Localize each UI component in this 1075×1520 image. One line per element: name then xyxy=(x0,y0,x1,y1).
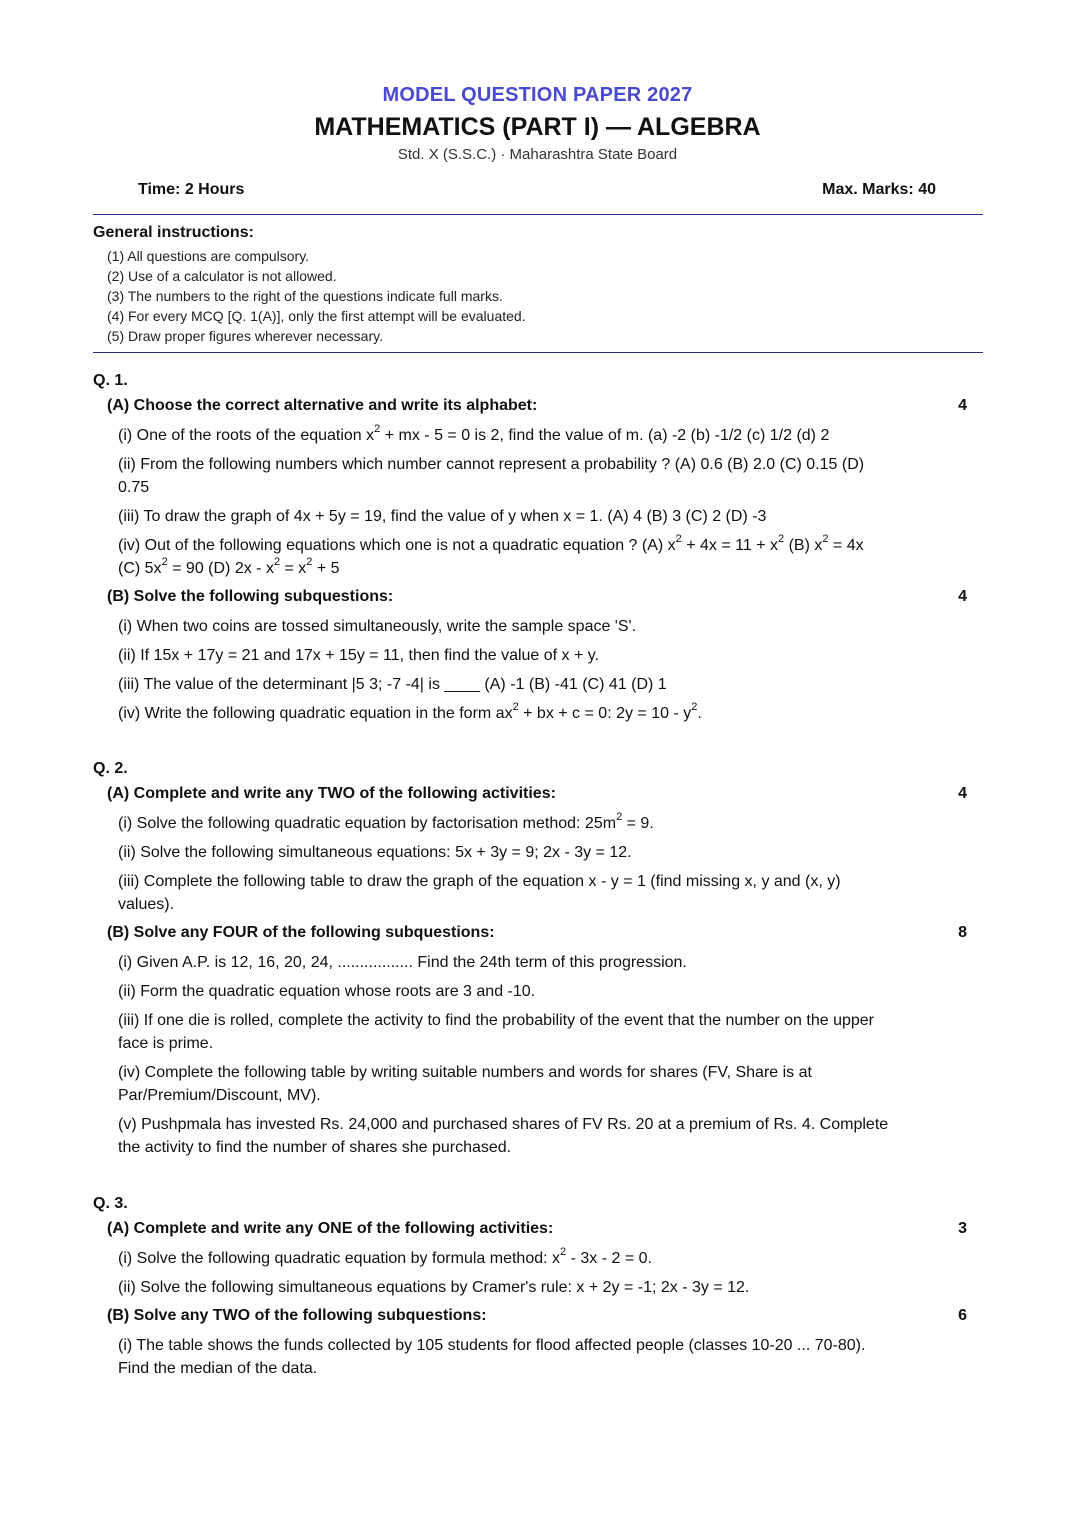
question-item: (i) Given A.P. is 12, 16, 20, 24, ................. Find the 24th term of this progression. xyxy=(118,954,687,971)
question-item: (iv) Write the following quadratic equation in the form $ax^2$ + bx + c = 0: $2y = 10 - y^2$. xyxy=(118,700,702,722)
instructions-heading: General instructions: xyxy=(93,224,254,241)
time-label: Time: 2 Hours xyxy=(138,181,245,198)
question-item: (ii) If 15x + 17y = 21 and 17x + 15y = 11, then find the value of x + y. xyxy=(118,647,600,664)
instruction-item: (3) The numbers to the right of the questions indicate full marks. xyxy=(107,288,503,304)
subquestion-1b xyxy=(93,586,975,725)
subquestion-3b xyxy=(93,1305,975,1380)
subquestion-heading xyxy=(107,586,975,608)
subquestion-title: (B) Solve any TWO of the following subquestions: xyxy=(107,1307,487,1324)
question-item: (iii) Complete the following table to draw the graph of the equation x - y = 1 (find missing x, y and (x, y) values). xyxy=(118,873,841,913)
subquestion-2a xyxy=(93,783,975,916)
marks-value: 6 xyxy=(958,1307,967,1324)
question-item: (iii) If one die is rolled, complete the activity to find the probability of the event that the number on the upper face is prime. xyxy=(118,1012,874,1052)
question-number: Q. 3. xyxy=(93,1195,128,1212)
question-item: (i) Solve the following quadratic equation by factorisation method: $25m^2 = 9$. xyxy=(118,810,654,832)
instruction-item: (2) Use of a calculator is not allowed. xyxy=(107,268,337,284)
instruction-item: (5) Draw proper figures wherever necessary. xyxy=(107,328,383,344)
question-item: (iii) The value of the determinant |5 3; -7 -4| is ____ (A) -1 (B) -41 (C) 41 (D) 1 xyxy=(118,676,667,693)
question-1 xyxy=(93,367,975,731)
question-item: (i) Solve the following quadratic equation by formula method: $x^2 - 3x - 2 = 0$. xyxy=(118,1245,652,1267)
question-item: (ii) Solve the following simultaneous equations by Cramer's rule: x + 2y = -1; 2x - 3y = 12. xyxy=(118,1279,750,1296)
subquestion-1a xyxy=(93,395,975,580)
marks-value: 4 xyxy=(958,397,967,414)
marks-value: 4 xyxy=(958,588,967,605)
marks-value: 8 xyxy=(958,924,967,941)
question-item: (iv) Complete the following table by writing suitable numbers and words for shares (FV, Share is at Par/Premium/Discount, MV). xyxy=(118,1064,812,1104)
question-item: (ii) Solve the following simultaneous equations: 5x + 3y = 9; 2x - 3y = 12. xyxy=(118,844,632,861)
question-number: Q. 1. xyxy=(93,372,128,389)
paper-title: MATHEMATICS (PART I) — ALGEBRA xyxy=(314,113,761,141)
subquestion-title: (A) Complete and write any TWO of the following activities: xyxy=(107,785,556,802)
instructions-list xyxy=(107,246,526,346)
subquestion-heading xyxy=(107,395,975,417)
subquestion-title: (A) Complete and write any ONE of the following activities: xyxy=(107,1220,554,1237)
subquestion-2b xyxy=(93,922,975,1159)
question-item: (v) Pushpmala has invested Rs. 24,000 and purchased shares of FV Rs. 20 at a premium of Rs. 4. Complete the activity to find the number of shares she purchased. xyxy=(118,1116,889,1156)
subquestion-3a xyxy=(93,1218,975,1299)
paper-kicker: MODEL QUESTION PAPER 2027 xyxy=(382,84,693,106)
subquestion-title: (B) Solve the following subquestions: xyxy=(107,588,394,605)
instruction-item: (4) For every MCQ [Q. 1(A)], only the first attempt will be evaluated. xyxy=(107,308,526,324)
instruction-item: (1) All questions are compulsory. xyxy=(107,248,310,264)
marks-value: 3 xyxy=(958,1220,967,1237)
subquestion-title: (A) Choose the correct alternative and write its alphabet: xyxy=(107,397,538,414)
marks-value: 4 xyxy=(958,785,967,802)
subquestion-heading xyxy=(107,922,975,944)
header-divider xyxy=(93,214,983,215)
question-item: (iv) Out of the following equations which one is not a quadratic equation ? (A) $x^2 + 4x = 11 + x^2$ (B) $x^2 = 4x$ (C) $5x^2 = 90$ (D) $2x - x^2 = x^2 + 5$ xyxy=(118,532,864,577)
question-item: (ii) From the following numbers which number cannot represent a probability ? (A) 0.6 (B) 2.0 (C) 0.15 (D) 0.75 xyxy=(118,456,865,496)
question-number: Q. 2. xyxy=(93,760,128,777)
question-2 xyxy=(93,755,975,1165)
question-item: (ii) Form the quadratic equation whose roots are 3 and -10. xyxy=(118,983,536,1000)
question-item: (i) The table shows the funds collected by 105 students for flood affected people (classes 10-20 ... 70-80). Find the median of the data. xyxy=(118,1337,866,1377)
question-item: (iii) To draw the graph of 4x + 5y = 19, find the value of y when x = 1. (A) 4 (B) 3 (C) 2 (D) -3 xyxy=(118,508,767,525)
question-item: (i) When two coins are tossed simultaneously, write the sample space 'S'. xyxy=(118,618,637,635)
paper-subtitle: Std. X (S.S.C.) · Maharashtra State Board xyxy=(397,146,678,163)
subquestion-heading xyxy=(107,1218,975,1240)
subquestion-heading xyxy=(107,783,975,805)
instructions-divider xyxy=(93,352,983,353)
question-item: (i) One of the roots of the equation $x^2$ + mx - 5 = 0 is 2, find the value of m. (a) -2 (b) -1/2 (c) 1/2 (d) 2 xyxy=(118,422,830,444)
subquestion-title: (B) Solve any FOUR of the following subquestions: xyxy=(107,924,495,941)
question-3 xyxy=(93,1190,975,1386)
subquestion-heading xyxy=(107,1305,975,1327)
max-marks-label: Max. Marks: 40 xyxy=(822,181,936,198)
